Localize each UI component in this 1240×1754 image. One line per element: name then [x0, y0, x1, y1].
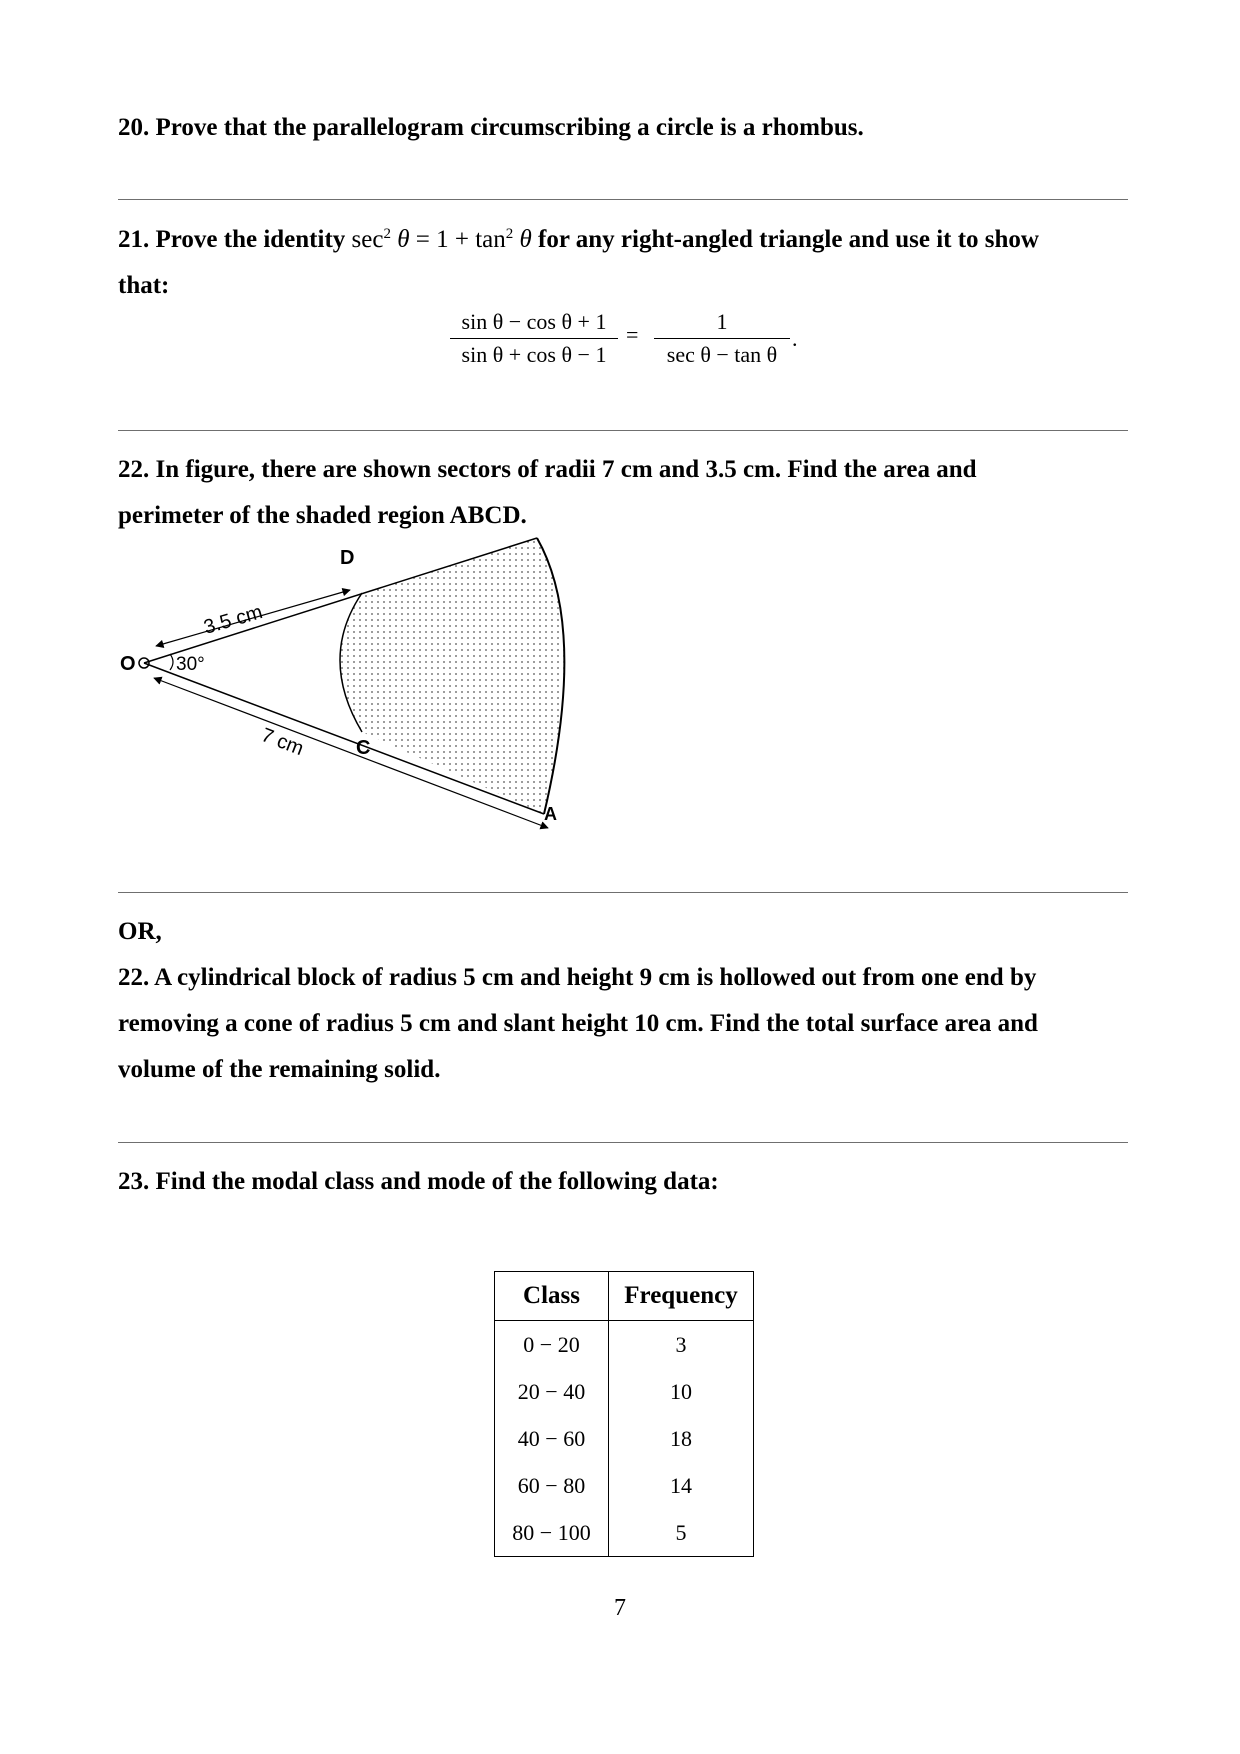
label-o: O — [120, 653, 136, 675]
table-row — [495, 1415, 754, 1462]
frequency-cell: 3 — [609, 1321, 754, 1369]
question-22-line-1: 22. In figure, there are shown sectors of radii 7 cm and 3.5 cm. Find the area and — [118, 456, 977, 483]
rhs-numerator: 1 — [716, 309, 728, 334]
period: . — [792, 326, 798, 351]
frequency-cell: 5 — [609, 1509, 754, 1557]
table-header-row — [495, 1272, 754, 1321]
label-radius-small: 3.5 cm — [201, 601, 266, 639]
identity-inline: $\sec^2 \theta = 1 + \tan^2 \theta$ — [351, 226, 532, 253]
question-21-prefix: 21. Prove the identity — [118, 226, 346, 253]
label-angle: 30° — [176, 654, 205, 675]
class-cell: 60 − 80 — [495, 1462, 609, 1509]
label-radius-large: 7 cm — [258, 724, 307, 761]
rhs-fraction — [654, 306, 790, 371]
divider — [118, 199, 1128, 200]
angle-arc — [170, 654, 173, 670]
lhs-denominator: sin θ + cos θ − 1 — [461, 342, 607, 367]
question-21-line-2: that: — [118, 272, 170, 299]
shaded-region — [340, 538, 564, 814]
table-row — [495, 1509, 754, 1557]
frequency-table — [494, 1271, 754, 1557]
header-frequency: Frequency — [609, 1272, 754, 1321]
table-row — [495, 1462, 754, 1509]
question-22-line-2: perimeter of the shaded region ABCD. — [118, 502, 527, 529]
class-cell: 0 − 20 — [495, 1321, 609, 1369]
divider — [118, 1142, 1128, 1143]
divider — [118, 892, 1128, 893]
or-label: OR, — [118, 918, 162, 945]
question-21-line-1 — [118, 226, 1039, 254]
page-number: 7 — [614, 1595, 626, 1621]
class-cell: 40 − 60 — [495, 1415, 609, 1462]
label-a: A — [544, 804, 557, 824]
frequency-cell: 10 — [609, 1368, 754, 1415]
class-cell: 20 − 40 — [495, 1368, 609, 1415]
label-d: D — [340, 547, 355, 569]
question-23-text: 23. Find the modal class and mode of the following data: — [118, 1168, 719, 1195]
or-question-line-2: removing a cone of radius 5 cm and slant height 10 cm. Find the total surface area and — [118, 1010, 1038, 1037]
frequency-cell: 14 — [609, 1462, 754, 1509]
equals-sign: = — [626, 322, 639, 347]
header-class: Class — [495, 1272, 609, 1321]
rhs-denominator: sec θ − tan θ — [666, 342, 778, 367]
question-21-suffix: for any right-angled triangle and use it to show — [538, 226, 1039, 253]
class-cell: 80 − 100 — [495, 1509, 609, 1557]
or-question-line-1: 22. A cylindrical block of radius 5 cm and height 9 cm is hollowed out from one end by — [118, 964, 1037, 991]
lhs-fraction — [450, 306, 618, 371]
question-20-text: 20. Prove that the parallelogram circumscribing a circle is a rhombus. — [118, 114, 864, 141]
lhs-numerator: sin θ − cos θ + 1 — [461, 309, 607, 334]
frequency-cell: 18 — [609, 1415, 754, 1462]
table-row — [495, 1368, 754, 1415]
table-row — [495, 1321, 754, 1369]
or-question-line-3: volume of the remaining solid. — [118, 1056, 441, 1083]
divider — [118, 430, 1128, 431]
label-c: C — [356, 737, 371, 759]
sector-figure — [118, 528, 638, 844]
